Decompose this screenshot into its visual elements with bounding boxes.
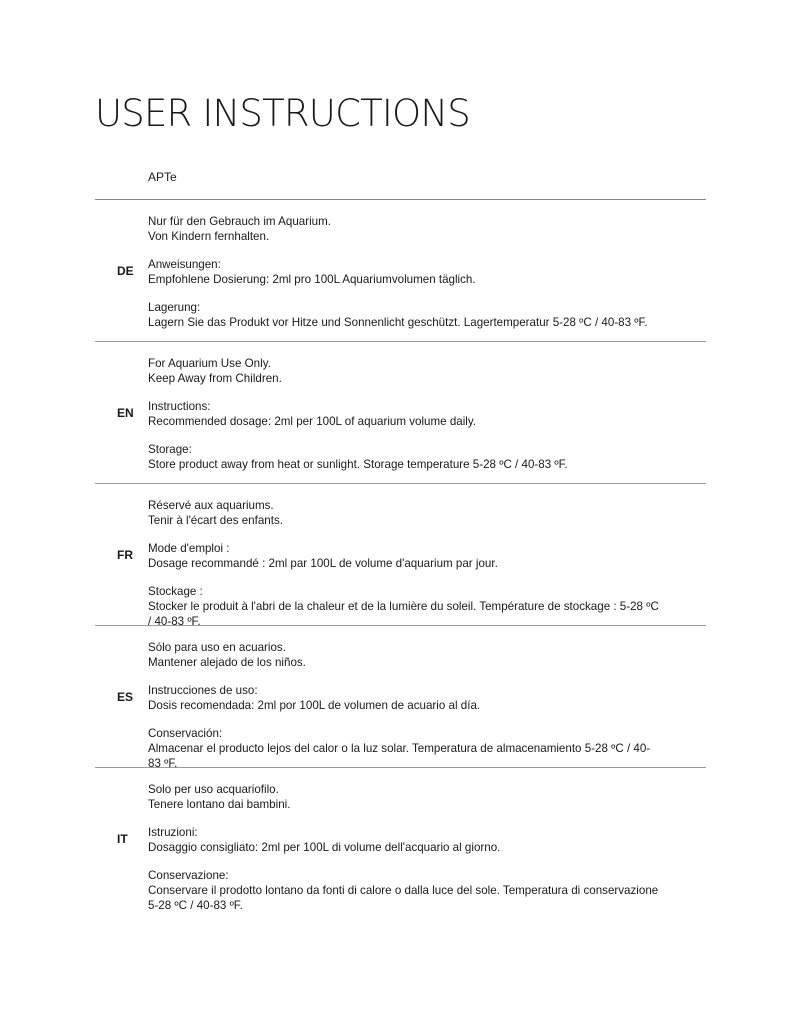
group-heading: Istruzioni: <box>148 825 198 839</box>
text-line: Nur für den Gebrauch im Aquarium. <box>148 215 332 228</box>
language-code: IT <box>117 831 128 846</box>
group-heading: Mode d'emploi : <box>148 541 230 555</box>
group-heading: Storage: <box>148 442 192 456</box>
section-de <box>95 199 706 341</box>
text-group <box>148 442 700 473</box>
text-group <box>148 726 700 772</box>
text-group <box>148 868 700 914</box>
group-heading: Stockage : <box>148 584 203 598</box>
section-fr <box>95 483 706 629</box>
text-group <box>148 683 700 714</box>
text-line: Conservare il prodotto lontano da fonti di calore o dalla luce del sole. Temperatura di conservazione <box>148 884 659 898</box>
language-code: DE <box>117 263 134 278</box>
text-line: Lagern Sie das Produkt vor Hitze und Sonnenlicht geschützt. Lagertemperatur 5-28 ºC / 40-83 ºF. <box>148 316 648 330</box>
text-line: Dosis recomendada: 2ml por 100L de volumen de acuario al día. <box>148 699 481 713</box>
text-line: Tenere lontano dai bambini. <box>148 798 291 812</box>
section-it <box>95 767 706 913</box>
text-group <box>148 640 700 671</box>
section-es <box>95 625 706 771</box>
text-group <box>148 300 700 331</box>
text-line: / 40-83 ºF. <box>148 615 201 629</box>
section-content <box>148 626 700 772</box>
text-line: Dosage recommandé : 2ml par 100L de volume d'aquarium par jour. <box>148 557 498 571</box>
text-group <box>148 541 700 572</box>
text-line: Store product away from heat or sunlight. Storage temperature 5-28 ºC / 40-83 ºF. <box>148 458 568 472</box>
text-line: Recommended dosage: 2ml per 100L of aquarium volume daily. <box>148 415 477 429</box>
text-line: Von Kindern fernhalten. <box>148 230 270 244</box>
group-heading: Conservazione: <box>148 868 229 882</box>
language-code: FR <box>117 547 133 562</box>
text-line: Almacenar el producto lejos del calor o la luz solar. Temperatura de almacenamiento 5-28 ºC / 40- <box>148 742 651 756</box>
text-group <box>148 782 700 813</box>
group-heading: Instructions: <box>148 399 211 413</box>
language-code: ES <box>117 689 134 704</box>
text-line: Sólo para uso en acuarios. <box>148 641 286 654</box>
text-line: For Aquarium Use Only. <box>148 357 271 370</box>
group-heading: Instrucciones de uso: <box>148 683 258 697</box>
text-group <box>148 214 700 245</box>
section-content <box>148 200 700 330</box>
section-content <box>148 342 700 472</box>
section-content <box>148 484 700 630</box>
text-line: Tenir à l'écart des enfants. <box>148 514 283 528</box>
text-line: Stocker le produit à l'abri de la chaleur et de la lumière du soleil. Température de stockage : 5-28 ºC <box>148 600 659 614</box>
product-name: APTe <box>148 170 177 184</box>
text-group <box>148 584 700 630</box>
text-line: Solo per uso acquariofilo. <box>148 783 279 796</box>
text-group <box>148 498 700 529</box>
text-group <box>148 825 700 856</box>
text-line: Dosaggio consigliato: 2ml per 100L di volume dell'acquario al giorno. <box>148 841 501 855</box>
text-line: 83 ºF. <box>148 757 178 771</box>
text-line: Réservé aux aquariums. <box>148 499 274 512</box>
text-group <box>148 257 700 288</box>
text-line: Mantener alejado de los niños. <box>148 656 306 670</box>
section-content <box>148 768 700 914</box>
group-heading: Lagerung: <box>148 300 201 314</box>
section-en <box>95 341 706 483</box>
text-line: Empfohlene Dosierung: 2ml pro 100L Aquariumvolumen täglich. <box>148 273 476 287</box>
text-group <box>148 356 700 387</box>
page-title: USER INSTRUCTIONS <box>95 92 470 135</box>
text-line: 5-28 ºC / 40-83 ºF. <box>148 899 243 913</box>
language-code: EN <box>117 405 134 420</box>
text-group <box>148 399 700 430</box>
text-line: Keep Away from Children. <box>148 372 282 386</box>
language-sections <box>95 199 706 913</box>
group-heading: Anweisungen: <box>148 257 221 271</box>
group-heading: Conservación: <box>148 726 223 740</box>
